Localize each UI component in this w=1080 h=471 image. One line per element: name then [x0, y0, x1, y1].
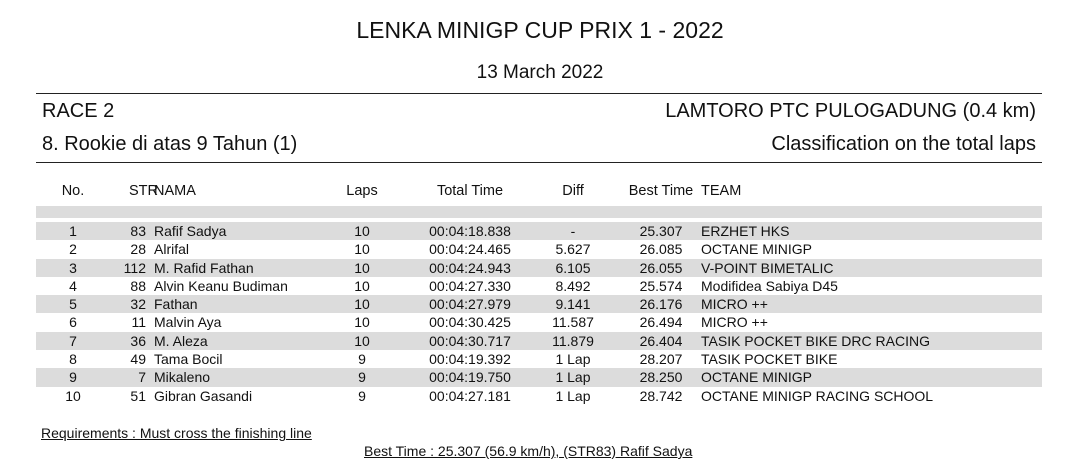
table-row	[36, 313, 1042, 331]
divider-top	[36, 93, 1042, 94]
cell-diff: 11.587	[552, 314, 594, 331]
cell-diff: 9.141	[555, 296, 591, 313]
cell-laps: 9	[358, 387, 366, 404]
cell-team: TASIK POCKET BIKE DRC RACING	[701, 332, 930, 349]
cell-name: Alvin Keanu Budiman	[154, 277, 288, 294]
cell-total-time: 00:04:27.979	[429, 296, 511, 313]
cell-str: 88	[130, 277, 146, 294]
cell-diff: 1 Lap	[555, 369, 591, 386]
cell-diff: 11.879	[552, 332, 594, 349]
cell-diff: 6.105	[555, 259, 591, 276]
cell-laps: 10	[354, 223, 370, 239]
category-label: 8. Rookie di atas 9 Tahun (1)	[42, 133, 298, 155]
table-row	[36, 222, 1042, 240]
race-label: RACE 2	[42, 100, 115, 122]
cell-best-time: 25.574	[639, 277, 683, 294]
cell-str: 49	[130, 351, 146, 368]
divider-header	[36, 162, 1042, 163]
cell-diff: 8.492	[555, 277, 591, 294]
cell-no: 10	[65, 387, 81, 404]
cell-laps: 10	[354, 259, 370, 276]
cell-no: 1	[69, 223, 77, 239]
table-row	[36, 259, 1042, 277]
cell-team: Modifidea Sabiya D45	[701, 277, 838, 294]
cell-str: 7	[138, 369, 146, 386]
event-date: 13 March 2022	[476, 62, 604, 83]
cell-diff: 5.627	[555, 241, 591, 258]
cell-str: 11	[131, 314, 146, 331]
col-total-time: Total Time	[436, 183, 504, 199]
cell-best-time: 25.307	[639, 223, 683, 239]
table-row	[36, 387, 1042, 405]
cell-team: ERZHET HKS	[701, 223, 790, 239]
cell-diff: 1 Lap	[555, 387, 591, 404]
cell-str: 28	[130, 241, 146, 258]
cell-str: 32	[130, 296, 146, 313]
cell-str: 36	[130, 332, 146, 349]
cell-str: 112	[123, 259, 146, 276]
cell-no: 6	[69, 314, 77, 331]
table-row	[36, 368, 1042, 386]
cell-best-time: 26.055	[639, 259, 683, 276]
cell-name: Malvin Aya	[154, 314, 222, 331]
table-row	[36, 295, 1042, 313]
cell-str: 83	[130, 223, 146, 239]
col-name: NAMA	[154, 183, 196, 199]
cell-no: 9	[69, 369, 77, 386]
col-diff: Diff	[562, 183, 584, 199]
cell-total-time: 00:04:19.392	[429, 351, 511, 368]
cell-best-time: 26.404	[639, 332, 683, 349]
cell-total-time: 00:04:24.465	[429, 241, 511, 258]
cell-no: 2	[69, 241, 77, 258]
cell-team: MICRO ++	[701, 296, 768, 313]
classification-label: Classification on the total laps	[771, 133, 1036, 155]
event-title: LENKA MINIGP CUP PRIX 1 - 2022	[356, 17, 724, 43]
cell-name: M. Rafid Fathan	[154, 259, 254, 276]
cell-total-time: 00:04:19.750	[429, 369, 511, 386]
cell-total-time: 00:04:27.181	[429, 387, 511, 404]
cell-best-time: 28.742	[639, 387, 683, 404]
cell-name: Mikaleno	[154, 369, 211, 386]
table-row	[36, 332, 1042, 350]
cell-best-time: 26.494	[639, 314, 683, 331]
col-str: STR	[129, 183, 158, 199]
cell-name: Fathan	[154, 296, 198, 313]
cell-no: 7	[69, 332, 77, 349]
cell-team: V-POINT BIMETALIC	[701, 259, 834, 276]
table-row	[36, 277, 1042, 295]
cell-no: 4	[69, 277, 77, 294]
requirements-note: Requirements : Must cross the finishing line	[41, 425, 312, 441]
cell-total-time: 00:04:18.838	[429, 223, 511, 239]
cell-name: Gibran Gasandi	[154, 387, 253, 404]
col-team: TEAM	[701, 183, 742, 199]
cell-laps: 10	[354, 241, 370, 258]
table-header	[36, 183, 1042, 201]
cell-best-time: 28.250	[639, 369, 683, 386]
col-no: No.	[61, 183, 85, 199]
cell-name: Alrifal	[154, 241, 190, 258]
cell-no: 8	[69, 351, 77, 368]
cell-diff: 1 Lap	[555, 351, 591, 368]
cell-team: MICRO ++	[701, 314, 768, 331]
cell-team: OCTANE MINIGP	[701, 369, 812, 386]
table-spacer-band	[36, 206, 1042, 218]
cell-laps: 10	[354, 314, 370, 331]
cell-str: 51	[130, 387, 146, 404]
cell-laps: 9	[358, 351, 366, 368]
cell-no: 5	[69, 296, 77, 313]
cell-laps: 10	[354, 277, 370, 294]
venue-label: LAMTORO PTC PULOGADUNG (0.4 km)	[665, 100, 1036, 122]
col-best-time: Best Time	[628, 183, 694, 199]
cell-total-time: 00:04:27.330	[429, 277, 511, 294]
cell-best-time: 28.207	[639, 351, 683, 368]
cell-total-time: 00:04:30.425	[429, 314, 511, 331]
results-table	[36, 222, 1042, 405]
table-row	[36, 240, 1042, 258]
cell-diff: -	[570, 223, 576, 239]
cell-team: TASIK POCKET BIKE	[701, 351, 838, 368]
cell-total-time: 00:04:24.943	[429, 259, 511, 276]
cell-no: 3	[69, 259, 77, 276]
cell-total-time: 00:04:30.717	[429, 332, 511, 349]
best-time-summary: Best Time : 25.307 (56.9 km/h), (STR83) Rafif Sadya	[364, 443, 693, 459]
table-row	[36, 350, 1042, 368]
cell-best-time: 26.085	[639, 241, 683, 258]
cell-laps: 10	[354, 332, 370, 349]
col-laps: Laps	[346, 183, 378, 199]
cell-laps: 9	[358, 369, 366, 386]
cell-team: OCTANE MINIGP RACING SCHOOL	[701, 387, 934, 404]
cell-name: Tama Bocil	[154, 351, 223, 368]
cell-team: OCTANE MINIGP	[701, 241, 812, 258]
cell-name: M. Aleza	[154, 332, 208, 349]
cell-name: Rafif Sadya	[154, 223, 227, 239]
cell-laps: 10	[354, 296, 370, 313]
cell-best-time: 26.176	[639, 296, 683, 313]
